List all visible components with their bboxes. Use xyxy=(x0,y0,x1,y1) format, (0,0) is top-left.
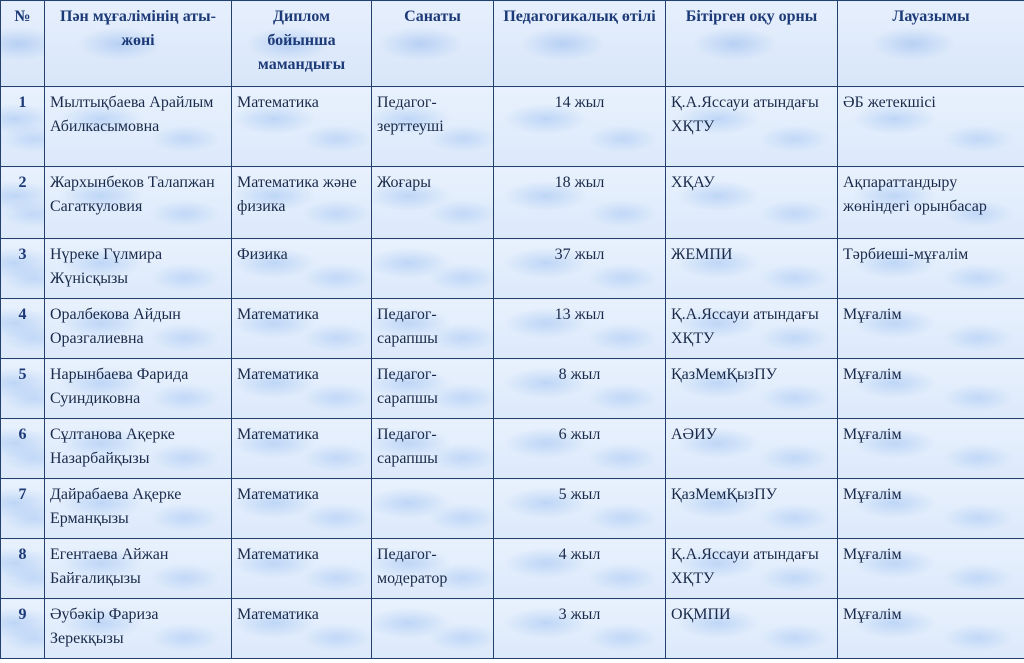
row-position: Мұғалім xyxy=(838,299,1024,359)
header-category: Санаты xyxy=(372,1,494,87)
row-category xyxy=(372,239,494,299)
row-category xyxy=(372,479,494,539)
row-category xyxy=(372,599,494,659)
row-position: ӘБ жетекшісі xyxy=(838,87,1024,167)
row-experience: 18 жыл xyxy=(494,167,666,239)
row-name: Оралбекова Айдын Оразгалиевна xyxy=(45,299,232,359)
header-experience: Педагогикалық өтілі xyxy=(494,1,666,87)
row-experience: 5 жыл xyxy=(494,479,666,539)
row-diploma: Математика xyxy=(232,539,372,599)
row-university: Қ.А.Яссауи атындағы ХҚТУ xyxy=(666,87,838,167)
row-diploma: Математика xyxy=(232,599,372,659)
row-num: 9 xyxy=(1,599,45,659)
row-category: Педагог-сарапшы xyxy=(372,359,494,419)
row-experience: 37 жыл xyxy=(494,239,666,299)
row-university: ОҚМПИ xyxy=(666,599,838,659)
row-position: Мұғалім xyxy=(838,359,1024,419)
row-diploma: Физика xyxy=(232,239,372,299)
row-category: Педагог-зерттеуші xyxy=(372,87,494,167)
row-num: 4 xyxy=(1,299,45,359)
row-num: 2 xyxy=(1,167,45,239)
row-num: 8 xyxy=(1,539,45,599)
row-name: Мылтықбаева Арайлым Абилкасымовна xyxy=(45,87,232,167)
row-university: Қ.А.Яссауи атындағы ХҚТУ xyxy=(666,299,838,359)
header-num: № xyxy=(1,1,45,87)
row-category: Педагог-сарапшы xyxy=(372,419,494,479)
header-position: Лауазымы xyxy=(838,1,1024,87)
row-diploma: Математика xyxy=(232,419,372,479)
row-experience: 6 жыл xyxy=(494,419,666,479)
row-name: Егентаева Айжан Байғалиқызы xyxy=(45,539,232,599)
table-row xyxy=(1,419,1024,479)
row-university: ХҚАУ xyxy=(666,167,838,239)
row-category: Жоғары xyxy=(372,167,494,239)
table-row xyxy=(1,239,1024,299)
table-row xyxy=(1,299,1024,359)
header-diploma: Диплом бойынша мамандығы xyxy=(232,1,372,87)
table-row xyxy=(1,87,1024,167)
table-row xyxy=(1,599,1024,659)
row-diploma: Математика және физика xyxy=(232,167,372,239)
header-name: Пән мұғалімінің аты-жөні xyxy=(45,1,232,87)
row-diploma: Математика xyxy=(232,359,372,419)
row-name: Нүреке Гүлмира Жүнісқызы xyxy=(45,239,232,299)
row-num: 1 xyxy=(1,87,45,167)
row-num: 5 xyxy=(1,359,45,419)
row-experience: 8 жыл xyxy=(494,359,666,419)
row-position: Ақпараттандыру жөніндегі орынбасар xyxy=(838,167,1024,239)
row-num: 6 xyxy=(1,419,45,479)
row-university: ҚазМемҚызПУ xyxy=(666,359,838,419)
row-num: 3 xyxy=(1,239,45,299)
row-university: ҚазМемҚызПУ xyxy=(666,479,838,539)
row-num: 7 xyxy=(1,479,45,539)
row-name: Дайрабаева Ақерке Ерманқызы xyxy=(45,479,232,539)
row-category: Педагог-сарапшы xyxy=(372,299,494,359)
table-row xyxy=(1,167,1024,239)
row-position: Мұғалім xyxy=(838,419,1024,479)
row-position: Тәрбиеші-мұғалім xyxy=(838,239,1024,299)
row-position: Мұғалім xyxy=(838,539,1024,599)
row-position: Мұғалім xyxy=(838,599,1024,659)
row-name: Әубәкір Фариза Зерекқызы xyxy=(45,599,232,659)
row-category: Педагог-модератор xyxy=(372,539,494,599)
header-row xyxy=(1,1,1024,87)
table-row xyxy=(1,479,1024,539)
row-university: Қ.А.Яссауи атындағы ХҚТУ xyxy=(666,539,838,599)
header-university: Бітірген оқу орны xyxy=(666,1,838,87)
row-experience: 3 жыл xyxy=(494,599,666,659)
table-row xyxy=(1,359,1024,419)
row-university: ЖЕМПИ xyxy=(666,239,838,299)
row-diploma: Математика xyxy=(232,299,372,359)
row-diploma: Математика xyxy=(232,87,372,167)
row-experience: 14 жыл xyxy=(494,87,666,167)
row-position: Мұғалім xyxy=(838,479,1024,539)
row-diploma: Математика xyxy=(232,479,372,539)
row-name: Сұлтанова Ақерке Назарбайқызы xyxy=(45,419,232,479)
row-name: Жархынбеков Талапжан Сагаткуловия xyxy=(45,167,232,239)
row-experience: 4 жыл xyxy=(494,539,666,599)
table-row xyxy=(1,539,1024,599)
row-name: Нарынбаева Фарида Суиндиковна xyxy=(45,359,232,419)
row-university: АӘИУ xyxy=(666,419,838,479)
row-experience: 13 жыл xyxy=(494,299,666,359)
